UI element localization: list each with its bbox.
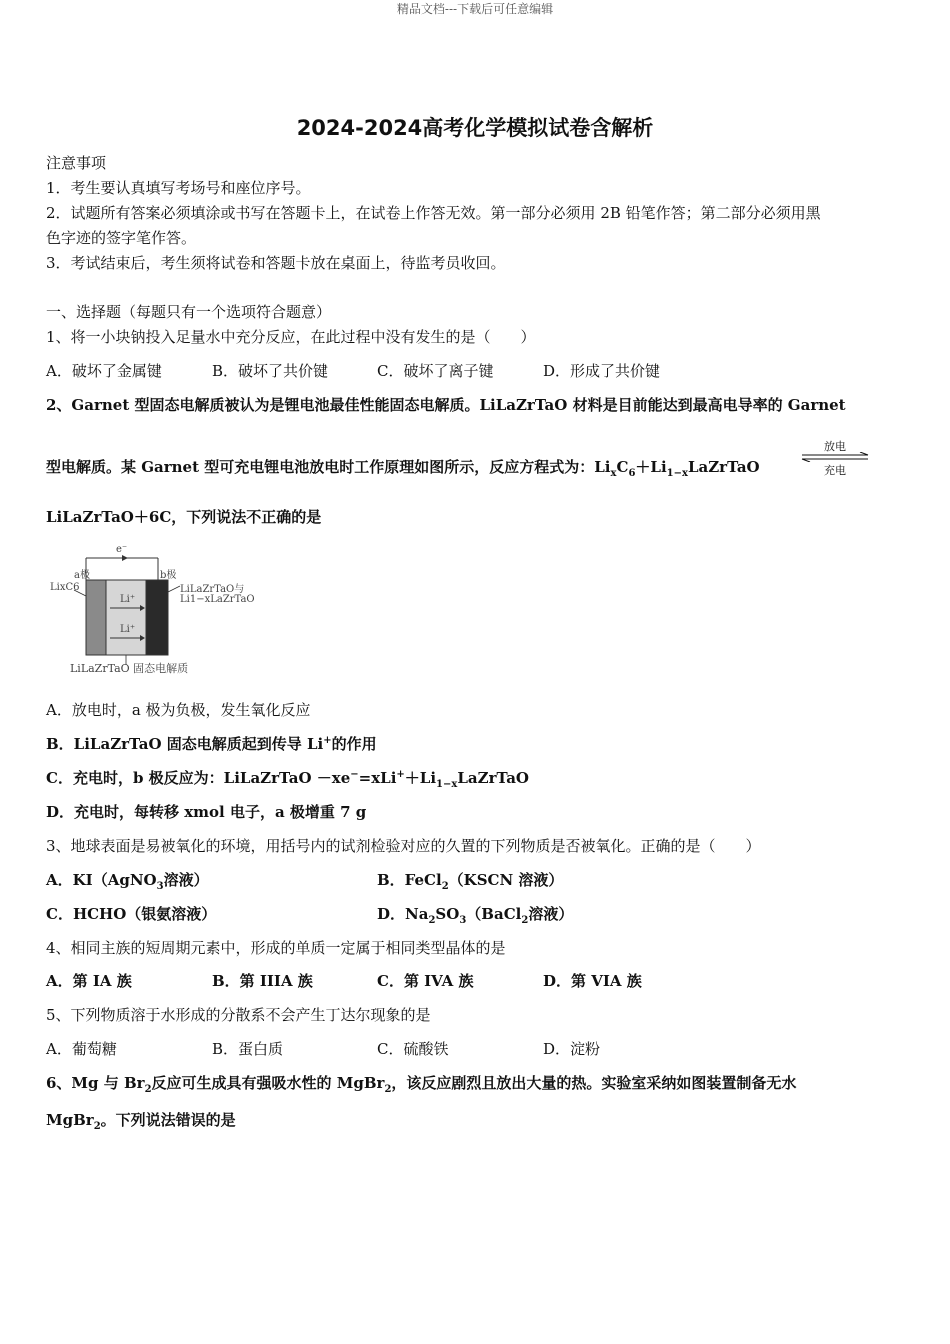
q2-sub-6: 6 <box>628 468 636 479</box>
battery-diagram-svg <box>46 540 246 680</box>
q6-sub2: 2 <box>384 1084 392 1095</box>
q2-option-c-sup1: − <box>350 769 359 780</box>
arrow-label-discharge: 放电 <box>824 440 846 453</box>
q2-option-c <box>46 767 529 788</box>
electrolyte-label: LiLaZrTaO 固态电解质 <box>70 662 189 675</box>
q2-line2 <box>46 456 760 477</box>
q4-option-c: C．第 IVA 族 <box>377 972 474 990</box>
q3-option-a-sub: 3 <box>156 881 164 892</box>
electron-label: e⁻ <box>116 544 128 555</box>
q3-option-d-sub1: 2 <box>428 915 436 926</box>
q2-option-b <box>46 733 377 754</box>
cathode-material-label-1: LiLaZrTaO与 <box>180 584 245 595</box>
q2-option-a: A．放电时，a 极为负极，发生氧化反应 <box>46 701 311 719</box>
q3-stem: 3、地球表面是易被氧化的环境，用括号内的试剂检验对应的久置的下列物质是否被氧化。正确的是（ ） <box>46 837 761 855</box>
q6-sub1: 2 <box>144 1084 152 1095</box>
q3-option-a-post: 溶液） <box>163 871 209 889</box>
q2-option-c-mid: =xLi <box>358 769 397 787</box>
q1-option-d: D．形成了共价键 <box>543 362 661 380</box>
q3-option-c: C．HCHO（银氨溶液） <box>46 905 217 923</box>
q5-option-a: A．葡萄糖 <box>46 1040 117 1058</box>
q6-line2-sub: 2 <box>93 1121 101 1132</box>
notice-item-2: 2．试题所有答案必须填涂或书写在答题卡上，在试卷上作答无效。第一部分必须用 2B 铅笔作答；第二部分必须用黑 <box>46 204 821 222</box>
q6-line1 <box>46 1072 796 1093</box>
q3-option-a <box>46 869 209 890</box>
page-header: 精品文档---下载后可任意编辑 <box>396 2 554 16</box>
q2-line3: LiLaZrTaO＋6C，下列说法不正确的是 <box>46 508 322 526</box>
q4-option-b: B．第 IIIA 族 <box>212 972 313 990</box>
q2-plus-li: ＋Li <box>635 458 667 476</box>
q2-option-c-post: LaZrTaO <box>457 769 529 787</box>
q6-line2 <box>46 1109 236 1130</box>
equilibrium-arrow <box>800 438 870 477</box>
q3-option-d-mid2: （BaCl <box>466 905 522 923</box>
q1-option-b: B．破坏了共价键 <box>212 362 329 380</box>
q1-option-a: A．破坏了金属键 <box>46 362 162 380</box>
q5-option-d: D．淀粉 <box>543 1040 601 1058</box>
anode-material-label: LixC6 <box>50 582 80 593</box>
q3-option-d <box>377 903 573 924</box>
q2-sub-1x: 1−x <box>666 468 688 479</box>
notice-item-1: 1．考生要认真填写考场号和座位序号。 <box>46 179 311 197</box>
notice-item-3: 3．考试结束后，考生须将试卷和答题卡放在桌面上，待监考员收回。 <box>46 254 506 272</box>
q4-option-a: A．第 IA 族 <box>46 972 132 990</box>
double-arrow-icon <box>800 452 870 462</box>
q6-post: ，该反应剧烈且放出大量的热。实验室采纳如图装置制备无水 <box>391 1074 797 1092</box>
q3-option-a-text: A．KI（AgNO <box>46 871 157 889</box>
q5-option-b: B．蛋白质 <box>212 1040 284 1058</box>
q2-tail: LaZrTaO <box>687 458 760 476</box>
q3-option-d-text: D．Na <box>377 905 429 923</box>
q2-option-b-post: 的作用 <box>331 735 377 753</box>
q2-option-b-text: B．LiLaZrTaO 固态电解质起到传导 Li <box>46 735 324 753</box>
q4-option-d: D．第 VIA 族 <box>543 972 642 990</box>
section-heading: 一、选择题（每题只有一个选项符合题意） <box>46 303 332 321</box>
q2-option-c-sub: 1−x <box>436 779 458 790</box>
arrow-label-charge: 充电 <box>824 464 846 477</box>
q5-stem: 5、下列物质溶于水形成的分散系不会产生丁达尔现象的是 <box>46 1006 431 1024</box>
q5-option-c: C．硫酸铁 <box>377 1040 449 1058</box>
q3-option-d-sub2: 3 <box>459 915 467 926</box>
lithium-ion-label-2: Li⁺ <box>120 624 136 635</box>
q2-line2-text: 型电解质。某 Garnet 型可充电锂电池放电时工作原理如图所示，反应方程式为：Li <box>46 458 611 476</box>
q6-line2-text: MgBr <box>46 1111 94 1129</box>
battery-diagram <box>46 540 255 680</box>
q2-option-c-sup2: + <box>396 769 405 780</box>
q4-stem: 4、相同主族的短周期元素中，形成的单质一定属于相同类型晶体的是 <box>46 939 506 957</box>
q3-option-d-sub3: 2 <box>521 915 529 926</box>
q3-option-d-mid: SO <box>435 905 460 923</box>
q6-mid: 反应可生成具有强吸水性的 MgBr <box>151 1074 385 1092</box>
q2-option-b-sup: + <box>323 735 332 746</box>
lithium-ion-label-1: Li⁺ <box>120 594 136 605</box>
q6-text: 6、Mg 与 Br <box>46 1074 145 1092</box>
q2-line1: 2、Garnet 型固态电解质被认为是锂电池最佳性能固态电解质。LiLaZrTaO 材料是目前能达到最高电导率的 Garnet <box>46 396 846 414</box>
q1-stem: 1、将一小块钠投入足量水中充分反应，在此过程中没有发生的是（ ） <box>46 328 536 346</box>
q3-option-b-text: B．FeCl <box>377 871 442 889</box>
b-electrode-label: b极 <box>160 570 177 581</box>
a-electrode-label: a极 <box>74 570 90 581</box>
q2-option-d: D．充电时，每转移 xmol 电子，a 极增重 7 g <box>46 803 367 821</box>
notice-heading: 注意事项 <box>46 154 107 172</box>
q2-sub-x: x <box>610 468 617 479</box>
q3-option-b <box>377 869 563 890</box>
q2-option-c-text: C．充电时，b 极反应为：LiLaZrTaO －xe <box>46 769 351 787</box>
q3-option-b-sub: 2 <box>441 881 449 892</box>
q2-c6: C <box>616 458 629 476</box>
notice-item-2-cont: 色字迹的签字笔作答。 <box>46 229 197 247</box>
q3-option-b-post: （KSCN 溶液） <box>448 871 564 889</box>
q6-line2-post: 。下列说法错误的是 <box>100 1111 236 1129</box>
page-title: 2024-2024高考化学模拟试卷含解析 <box>296 116 654 140</box>
cathode-material-label-2: Li1−xLaZrTaO <box>180 594 255 605</box>
q2-option-c-mid2: ＋Li <box>404 769 437 787</box>
q3-option-d-post: 溶液） <box>528 905 574 923</box>
q1-option-c: C．破坏了离子键 <box>377 362 494 380</box>
